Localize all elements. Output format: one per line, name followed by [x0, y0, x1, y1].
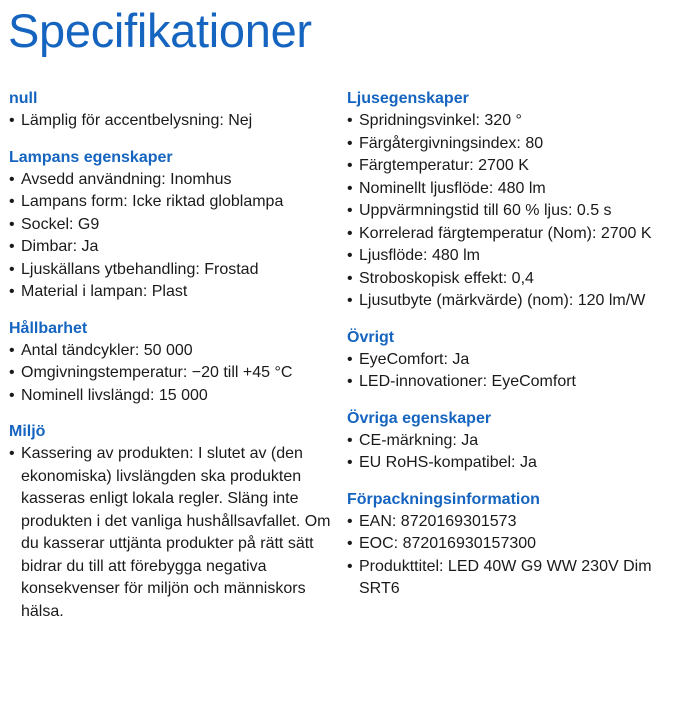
- bullet-icon: •: [9, 170, 15, 188]
- section-title: null: [9, 90, 38, 107]
- spec-item: [347, 511, 672, 534]
- left-column: [9, 88, 334, 637]
- spec-item: [9, 443, 334, 623]
- spec-item-text: Sockel: G9: [21, 215, 100, 233]
- bullet-icon: •: [347, 350, 353, 368]
- spec-item: [347, 268, 672, 291]
- spec-item-text: EOC: 872016930157300: [359, 535, 537, 552]
- bullet-icon: •: [9, 260, 15, 278]
- bullet-icon: •: [9, 386, 15, 404]
- spec-list: [347, 110, 672, 313]
- bullet-icon: •: [9, 341, 15, 359]
- spec-item: [9, 236, 334, 259]
- spec-item-text: EAN: 8720169301573: [359, 512, 517, 530]
- spec-list: [9, 110, 334, 133]
- section-title: Ljusegenskaper: [347, 90, 469, 107]
- bullet-icon: •: [9, 238, 15, 255]
- spec-item: [347, 155, 672, 178]
- bullet-icon: •: [9, 445, 15, 462]
- spec-item: [347, 349, 672, 372]
- spec-item-text: EU RoHS-kompatibel: Ja: [359, 454, 537, 471]
- bullet-icon: •: [347, 179, 353, 197]
- spec-item-text: Kassering av produkten: I slutet av (den ekonomiska) livslängden ska produkten kasseras enligt lokala regler. Släng inte produkten i det vanliga hushållsavfallet. Om du kasserar uttjänta produkter på rätt sätt bidrar du till att förebygga negativa konsekvenser för miljön och människors hälsa.: [21, 445, 331, 620]
- spec-item-text: Spridningsvinkel: 320 °: [359, 112, 522, 129]
- spec-item: [9, 281, 334, 304]
- bullet-icon: •: [347, 431, 353, 449]
- spec-item: [9, 191, 334, 214]
- spec-item-text: Färgtemperatur: 2700 K: [359, 157, 529, 174]
- bullet-icon: •: [347, 292, 353, 309]
- spec-item: [347, 178, 672, 201]
- spec-item-text: Antal tändcykler: 50 000: [21, 341, 193, 359]
- bullet-icon: •: [347, 224, 353, 242]
- bullet-icon: •: [9, 215, 15, 233]
- spec-item: [9, 340, 334, 363]
- spec-item: [9, 214, 334, 237]
- spec-list: [9, 169, 334, 304]
- section-title: Övriga egenskaper: [347, 409, 492, 427]
- section-title: Övrigt: [347, 328, 395, 346]
- spec-item-text: Stroboskopisk effekt: 0,4: [359, 269, 534, 287]
- spec-item-text: Uppvärmningstid till 60 % ljus: 0.5 s: [359, 202, 612, 219]
- spec-item-text: CE-märkning: Ja: [359, 431, 479, 449]
- section-ovriga-egenskaper: [347, 408, 672, 475]
- spec-item-text: Ljusutbyte (märkvärde) (nom): 120 lm/W: [359, 292, 646, 309]
- spec-item: [347, 133, 672, 156]
- section-null: [9, 88, 334, 133]
- bullet-icon: •: [347, 157, 353, 174]
- spec-item-text: EyeComfort: Ja: [359, 350, 470, 368]
- spec-item-text: Avsedd användning: Inomhus: [21, 170, 232, 188]
- bullet-icon: •: [347, 134, 353, 152]
- bullet-icon: •: [347, 535, 353, 552]
- spec-item-text: LED-innovationer: EyeComfort: [359, 373, 576, 390]
- spec-item: [347, 200, 672, 223]
- section-lampans-egenskaper: [9, 147, 334, 304]
- spec-item: [347, 371, 672, 394]
- bullet-icon: •: [347, 454, 353, 471]
- spec-item: [347, 556, 672, 601]
- spec-item-text: Nominell livslängd: 15 000: [21, 386, 208, 404]
- spec-item-text: Dimbar: Ja: [21, 238, 99, 255]
- spec-item-text: Ljuskällans ytbehandling: Frostad: [21, 260, 259, 278]
- spec-item: [347, 110, 672, 133]
- spec-item: [347, 533, 672, 556]
- page-title: Specifikationer: [8, 4, 312, 57]
- bullet-icon: •: [9, 364, 15, 381]
- section-forpackningsinformation: [347, 489, 672, 601]
- spec-item: [9, 169, 334, 192]
- spec-item-text: Lämplig för accentbelysning: Nej: [21, 112, 253, 129]
- bullet-icon: •: [347, 112, 353, 129]
- spec-item-text: Omgivningstemperatur: −20 till +45 °C: [21, 364, 293, 381]
- spec-item-text: Nominellt ljusflöde: 480 lm: [359, 179, 546, 197]
- spec-item-text: Produkttitel: LED 40W G9 WW 230V Dim SRT6: [359, 557, 652, 597]
- bullet-icon: •: [347, 557, 353, 575]
- section-ovrigt: [347, 327, 672, 394]
- spec-list: [347, 430, 672, 475]
- bullet-icon: •: [347, 373, 353, 390]
- spec-item: [347, 245, 672, 268]
- bullet-icon: •: [347, 202, 353, 219]
- section-title: Hållbarhet: [9, 319, 88, 337]
- spec-list: [347, 349, 672, 394]
- spec-item-text: Ljusflöde: 480 lm: [359, 247, 480, 264]
- bullet-icon: •: [347, 269, 353, 287]
- bullet-icon: •: [9, 283, 15, 300]
- section-title: Miljö: [9, 423, 46, 440]
- spec-item: [347, 223, 672, 246]
- spec-item: [347, 290, 672, 313]
- bullet-icon: •: [347, 247, 353, 264]
- spec-list: [9, 443, 334, 623]
- bullet-icon: •: [347, 512, 353, 530]
- spec-item: [347, 430, 672, 453]
- section-ljusegenskaper: [347, 88, 672, 313]
- spec-item: [9, 362, 334, 385]
- section-title: Förpackningsinformation: [347, 490, 540, 508]
- right-column: [347, 88, 672, 615]
- spec-list: [347, 511, 672, 601]
- section-hallbarhet: [9, 318, 334, 408]
- bullet-icon: •: [9, 193, 15, 210]
- section-title: Lampans egenskaper: [9, 148, 173, 166]
- section-miljo: [9, 421, 334, 623]
- spec-item-text: Färgåtergivningsindex: 80: [359, 134, 544, 152]
- spec-item: [9, 110, 334, 133]
- spec-item-text: Lampans form: Icke riktad globlampa: [21, 193, 284, 210]
- spec-item-text: Korrelerad färgtemperatur (Nom): 2700 K: [359, 224, 652, 242]
- spec-item: [9, 259, 334, 282]
- spec-item: [347, 452, 672, 475]
- spec-item-text: Material i lampan: Plast: [21, 283, 188, 300]
- spec-item: [9, 385, 334, 408]
- bullet-icon: •: [9, 112, 15, 129]
- spec-list: [9, 340, 334, 408]
